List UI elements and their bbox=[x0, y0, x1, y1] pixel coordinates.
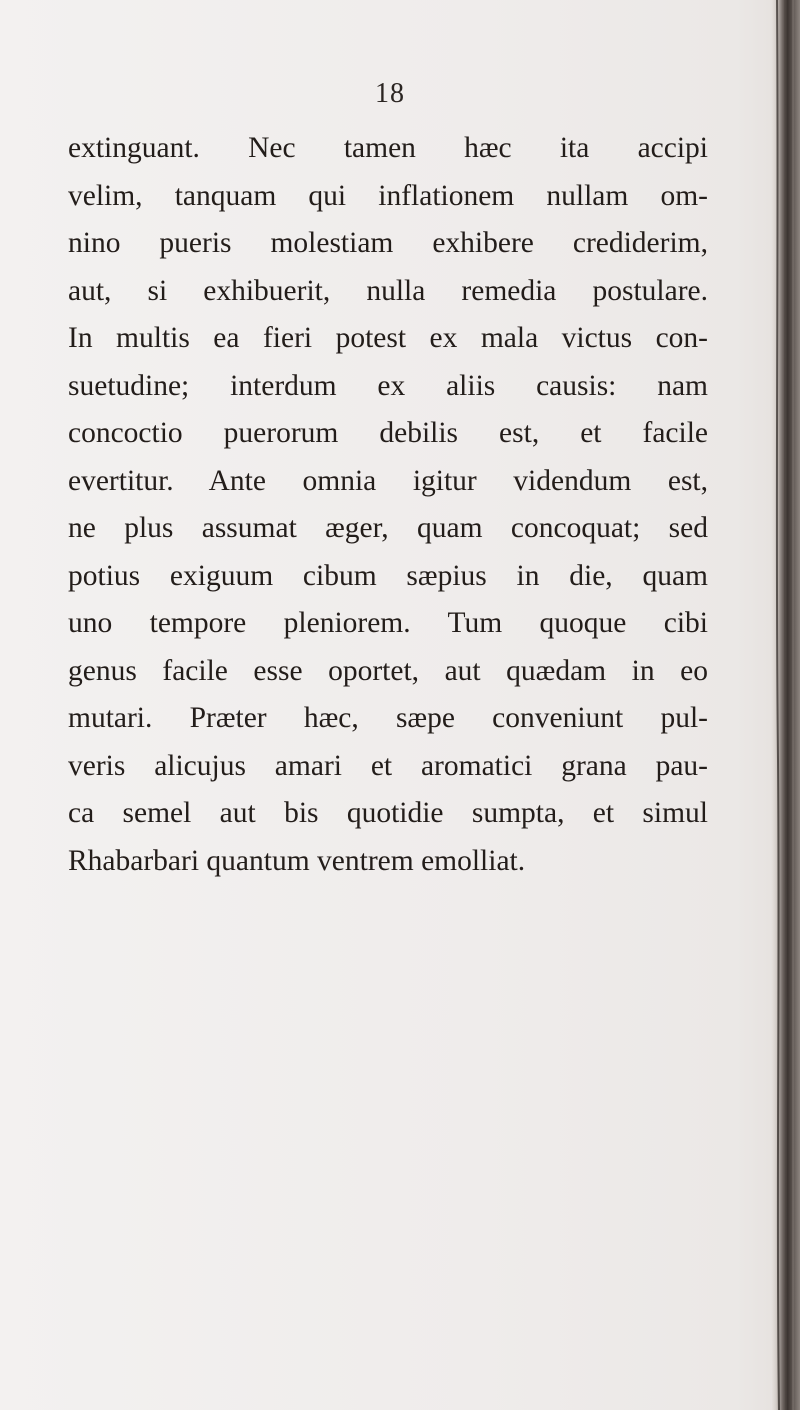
text-line: suetudine; interdum ex aliis causis: nam bbox=[68, 369, 708, 402]
text-line: In multis ea fieri potest ex mala victus con- bbox=[68, 322, 708, 354]
text-line: extinguant. Nec tamen hæc ita accipi bbox=[68, 132, 708, 164]
text-line: velim, tanquam qui inflationem nullam om- bbox=[68, 179, 708, 212]
text-line: ca semel aut bis quotidie sumpta, et simul bbox=[68, 797, 708, 829]
text-line: aut, si exhibuerit, nulla remedia postulare. bbox=[68, 274, 708, 307]
body-text bbox=[68, 125, 708, 885]
binding-edge bbox=[755, 0, 800, 1410]
text-line: veris alicujus amari et aromatici grana pau- bbox=[68, 749, 708, 782]
text-line: potius exiguum cibum sæpius in die, quam bbox=[68, 559, 708, 592]
text-line: uno tempore pleniorem. Tum quoque cibi bbox=[68, 607, 708, 639]
text-line: ne plus assumat æger, quam concoquat; sed bbox=[68, 512, 708, 544]
text-line: mutari. Præter hæc, sæpe conveniunt pul- bbox=[68, 702, 708, 734]
page-number: 18 bbox=[375, 78, 405, 109]
text-line: Rhabarbari quantum ventrem emolliat. bbox=[68, 844, 526, 877]
text-line: nino pueris molestiam exhibere crediderim, bbox=[68, 227, 708, 259]
text-line: genus facile esse oportet, aut quædam in eo bbox=[68, 654, 708, 687]
text-line: concoctio puerorum debilis est, et facile bbox=[68, 417, 708, 449]
text-line: evertitur. Ante omnia igitur videndum est, bbox=[68, 464, 708, 497]
